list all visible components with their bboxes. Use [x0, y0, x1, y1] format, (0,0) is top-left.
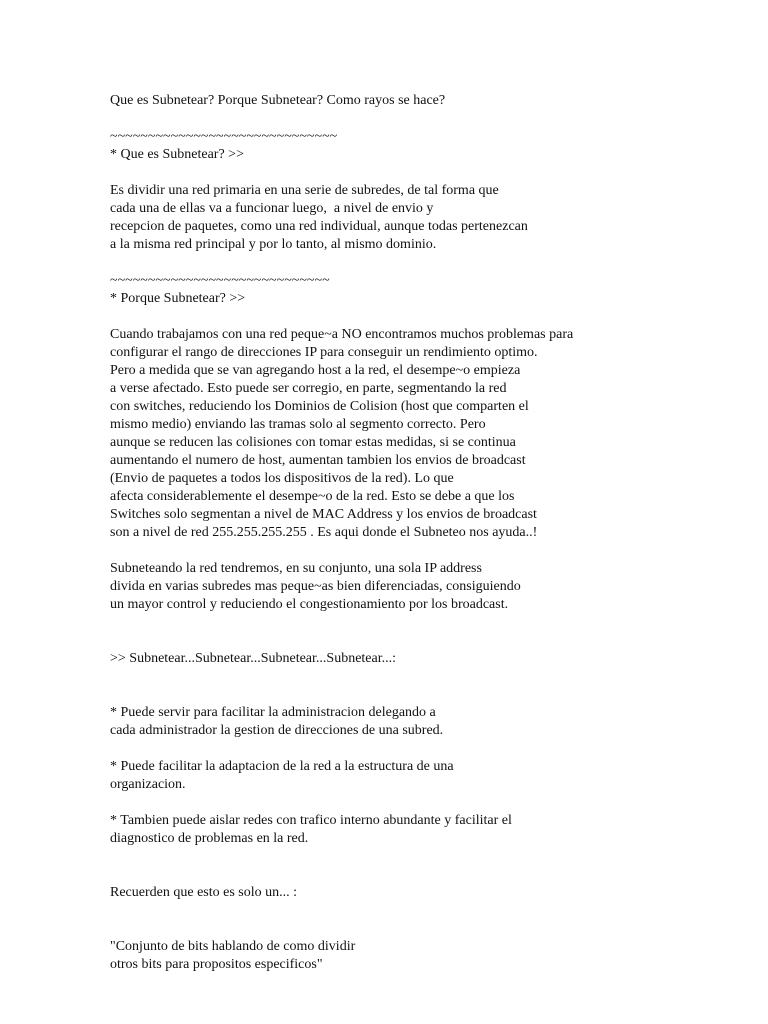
paragraph-line: con switches, reduciendo los Dominios de Colision (host que comparten el [110, 399, 529, 414]
paragraph-line: aumentando el numero de host, aumentan tambien los envios de broadcast [110, 453, 526, 468]
paragraph-line: Pero a medida que se van agregando host a la red, el desempe~o empieza [110, 363, 521, 378]
spacer [110, 632, 730, 650]
spacer [110, 902, 730, 920]
bullet-line: organizacion. [110, 777, 186, 792]
spacer [110, 614, 730, 632]
paragraph-line: Cuando trabajamos con una red peque~a NO encontramos muchos problemas para [110, 327, 574, 342]
spacer [110, 740, 730, 758]
subnetear-line: >> Subnetear...Subnetear...Subnetear...Subnetear...: [110, 651, 397, 666]
paragraph-line: a verse afectado. Esto puede ser corregio, en parte, segmentando la red [110, 381, 507, 396]
spacer [110, 866, 730, 884]
bullet-line: * Puede facilitar la adaptacion de la red a la estructura de una [110, 759, 454, 774]
bullet-line: cada administrador la gestion de direcciones de una subred. [110, 723, 444, 738]
paragraph-line: a la misma red principal y por lo tanto, al mismo dominio. [110, 237, 437, 252]
separator: ~~~~~~~~~~~~~~~~~~~~~~~~~~~~~ [110, 273, 330, 288]
paragraph-line: mismo medio) enviando las tramas solo al segmento correcto. Pero [110, 417, 486, 432]
document-title: Que es Subnetear? Porque Subnetear? Como rayos se hace? [110, 93, 446, 108]
spacer [110, 308, 730, 326]
spacer [110, 794, 730, 812]
quote-line: otros bits para propositos especificos" [110, 957, 323, 972]
spacer [110, 686, 730, 704]
bullet-line: * Tambien puede aislar redes con trafico interno abundante y facilitar el [110, 813, 512, 828]
paragraph-line: aunque se reducen las colisiones con tomar estas medidas, si se continua [110, 435, 516, 450]
spacer [110, 254, 730, 272]
reminder-line: Recuerden que esto es solo un... : [110, 885, 298, 900]
paragraph-line: configurar el rango de direcciones IP para conseguir un rendimiento optimo. [110, 345, 538, 360]
paragraph-line: (Envio de paquetes a todos los dispositivos de la red). Lo que [110, 471, 454, 486]
paragraph-line: recepcion de paquetes, como una red individual, aunque todas pertenezcan [110, 219, 528, 234]
paragraph-line: afecta considerablemente el desempe~o de la red. Esto se debe a que los [110, 489, 515, 504]
section-heading-que-es: * Que es Subnetear? >> [110, 147, 244, 162]
document-page [110, 92, 730, 974]
paragraph-line: Es dividir una red primaria en una serie de subredes, de tal forma que [110, 183, 499, 198]
paragraph-line: cada una de ellas va a funcionar luego, a nivel de envio y [110, 201, 434, 216]
separator: ~~~~~~~~~~~~~~~~~~~~~~~~~~~~~~ [110, 129, 338, 144]
section-heading-porque: * Porque Subnetear? >> [110, 291, 246, 306]
bullet-line: * Puede servir para facilitar la administracion delegando a [110, 705, 436, 720]
paragraph-line: Subneteando la red tendremos, en su conjunto, una sola IP address [110, 561, 482, 576]
quote-line: "Conjunto de bits hablando de como dividir [110, 939, 356, 954]
paragraph-line: un mayor control y reduciendo el congestionamiento por los broadcast. [110, 597, 509, 612]
paragraph-line: Switches solo segmentan a nivel de MAC Address y los envios de broadcast [110, 507, 537, 522]
spacer [110, 848, 730, 866]
spacer [110, 110, 730, 128]
bullet-line: diagnostico de problemas en la red. [110, 831, 309, 846]
paragraph-line: divida en varias subredes mas peque~as bien diferenciadas, consiguiendo [110, 579, 521, 594]
spacer [110, 920, 730, 938]
spacer [110, 668, 730, 686]
paragraph-line: son a nivel de red 255.255.255.255 . Es aqui donde el Subneteo nos ayuda..! [110, 525, 538, 540]
spacer [110, 164, 730, 182]
spacer [110, 542, 730, 560]
